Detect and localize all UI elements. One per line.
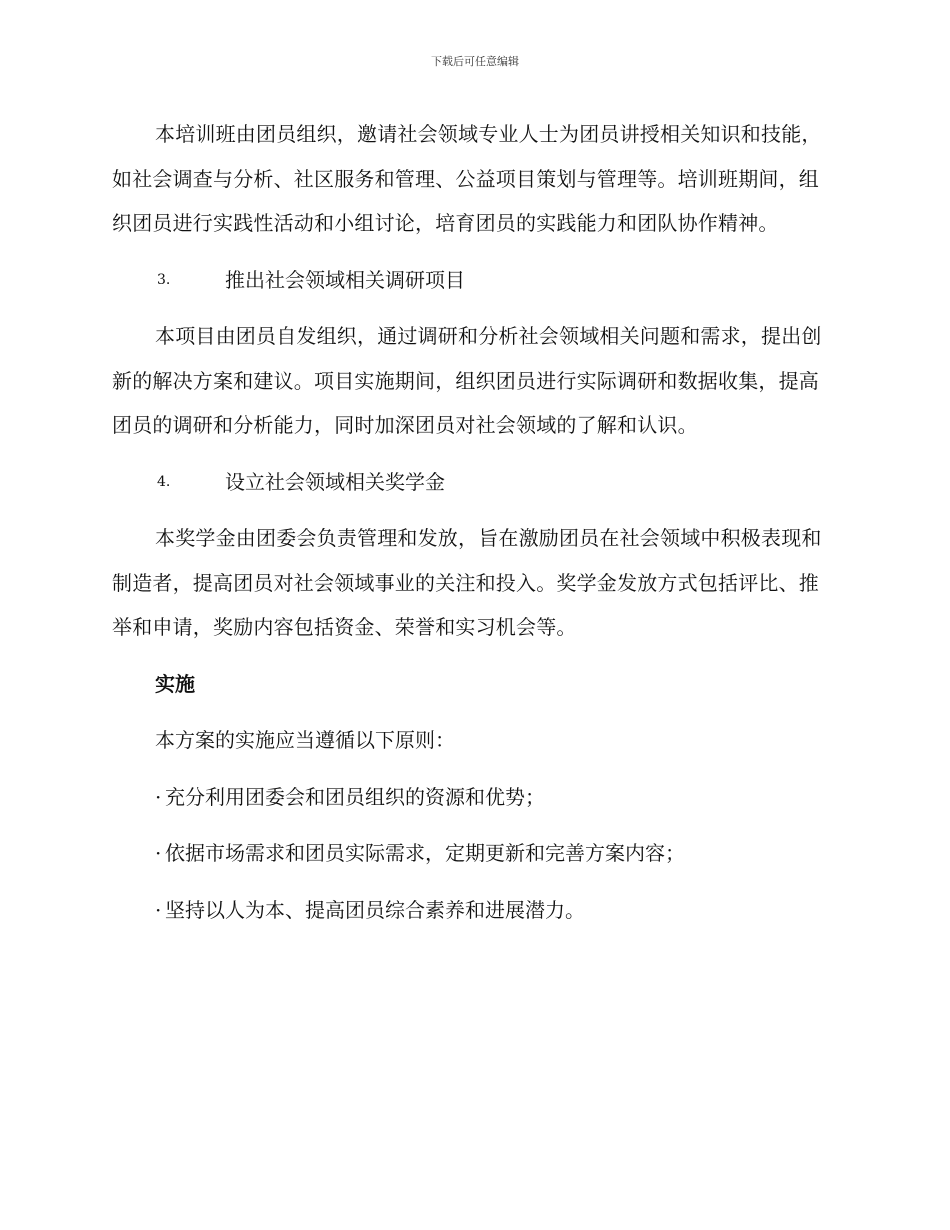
bullet-item (155, 831, 830, 876)
bullet-text: 充分利用团委会和团员组织的资源和优势； (165, 784, 545, 809)
bullet-marker: · (155, 841, 162, 865)
bullet-text: 坚持以人为本、提高团员综合素养和进展潜力。 (165, 897, 585, 922)
paragraph-research: 本项目由团员自发组织，通过调研和分析社会领域相关问题和需求，提出创新的解决方案和建议。项目实施期间，组织团员进行实际调研和数据收集，提高团员的调研和分析能力，同时加深团员对社会领域的了解和认识。 (112, 324, 822, 437)
numbered-item-3 (112, 258, 830, 303)
paragraph-training: 本培训班由团员组织，邀请社会领域专业人士为团员讲授相关知识和技能，如社会调查与分析、社区服务和管理、公益项目策划与管理等。培训班期间，组织团员进行实践性活动和小组讨论，培育团员的实践能力和团队协作精神。 (112, 122, 822, 235)
bullet-item (155, 888, 830, 933)
item-title: 设立社会领域相关奖学金 (225, 469, 445, 494)
principles-intro: 本方案的实施应当遵循以下原则： (155, 728, 455, 752)
document-body (112, 112, 830, 944)
bullet-text: 依据市场需求和团员实际需求，定期更新和完善方案内容； (165, 841, 685, 865)
item-title: 推出社会领域相关调研项目 (225, 267, 465, 292)
bullet-marker: · (155, 897, 162, 922)
section-heading: 实施 (155, 671, 195, 696)
header-note: 下载后可任意编辑 (431, 55, 519, 68)
bullet-marker: · (155, 784, 162, 809)
item-number: 3. (157, 271, 171, 288)
numbered-item-4 (112, 460, 830, 505)
bullet-item (155, 775, 830, 820)
item-number: 4. (157, 473, 171, 490)
paragraph-scholarship: 本奖学金由团委会负责管理和发放，旨在激励团员在社会领域中积极表现和制造者，提高团员对社会领域事业的关注和投入。奖学金发放方式包括评比、推举和申请，奖励内容包括资金、荣誉和实习机会等。 (112, 526, 822, 639)
